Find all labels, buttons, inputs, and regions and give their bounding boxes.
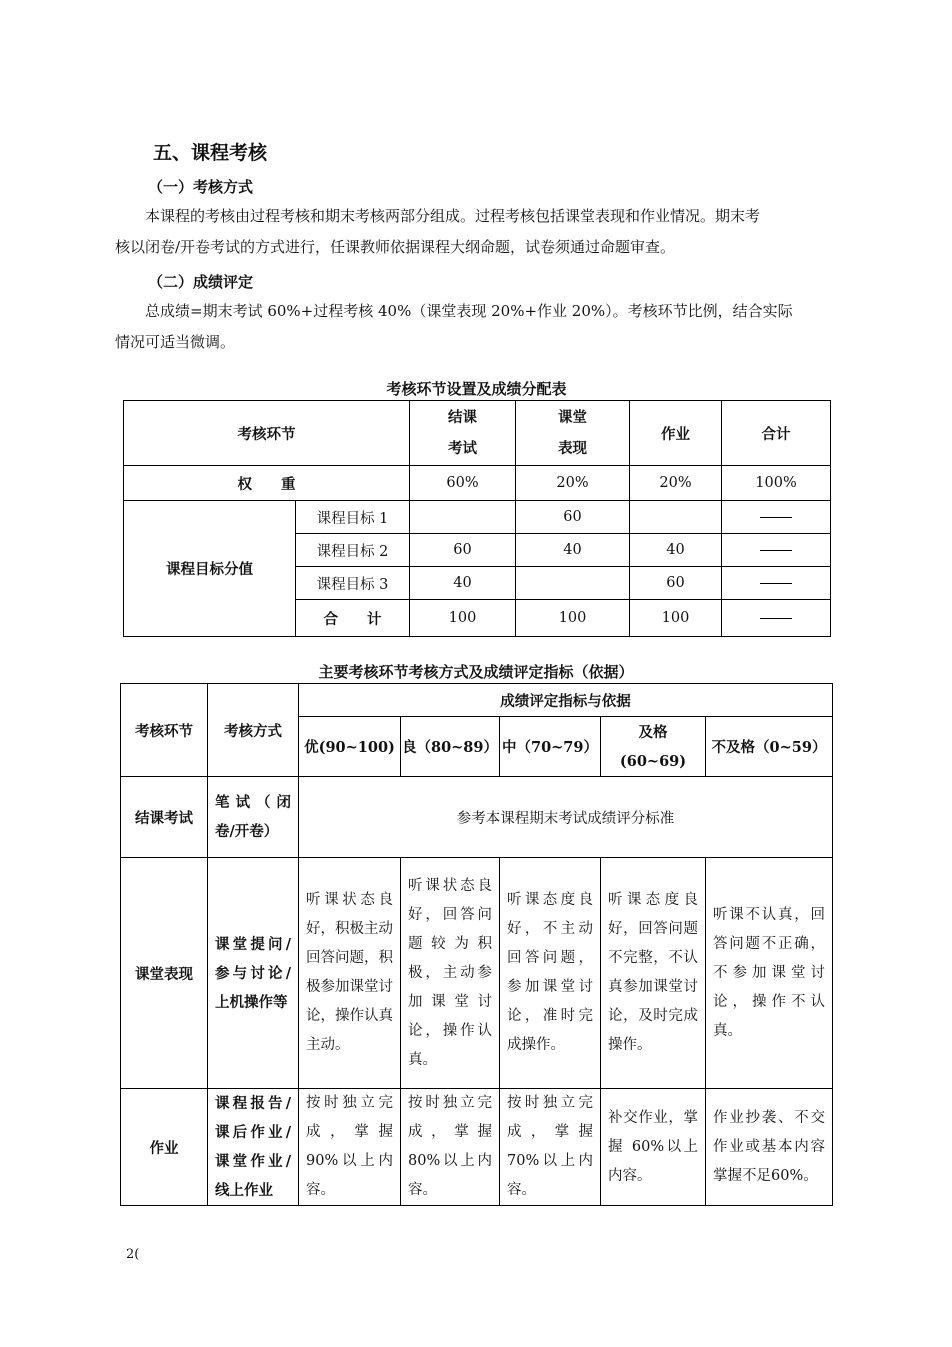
paragraph-line: 情况可适当微调。: [115, 333, 236, 351]
table-cell: 100: [630, 600, 722, 637]
table-header-row: [124, 401, 831, 466]
table-row: [121, 777, 833, 858]
row-label: 作业: [121, 1089, 208, 1206]
table-cell: 40: [630, 534, 722, 567]
table1-caption: 考核环节设置及成绩分配表: [386, 380, 567, 398]
section-title: 五、课程考核: [153, 142, 268, 164]
header-cell: 考核环节: [121, 684, 208, 777]
row-label: 课堂表现: [121, 858, 208, 1089]
table-cell: 课程目标 3: [296, 567, 410, 600]
dash-mark: [760, 517, 792, 518]
criteria-cell: 按时独立完成，掌握70%以上内容。: [500, 1089, 601, 1206]
dash-mark: [760, 583, 792, 584]
table-row: [124, 501, 831, 534]
dash-mark: [760, 618, 792, 619]
header-text: 课堂: [558, 409, 587, 426]
table-cell: 60: [516, 501, 630, 534]
header-cell: 作业: [630, 401, 722, 466]
paragraph-line: 总成绩=期末考试 60%+过程考核 40%（课堂表现 20%+作业 20%）。考核环节比例，结合实际: [145, 302, 793, 320]
row-group-label: 课程目标分值: [124, 501, 296, 637]
criteria-cell: 听课态度良好，不主动回答问题，参加课堂讨论，准时完成操作。: [500, 858, 601, 1089]
table-cell: 40: [516, 534, 630, 567]
dash-mark: [760, 550, 792, 551]
table-cell: [722, 534, 831, 567]
header-cell: 中（70~79）: [500, 717, 601, 777]
header-cell: 考核环节: [124, 401, 410, 466]
header-text: (60~69): [619, 752, 687, 770]
subsection-grading: （二）成绩评定: [148, 273, 254, 291]
header-cell: 成绩评定指标与依据: [299, 684, 833, 717]
table-cell: 100: [516, 600, 630, 637]
header-cell: [410, 401, 516, 466]
table-row: [121, 1089, 833, 1206]
table2-caption: 主要考核环节考核方式及成绩评定指标（依据）: [318, 663, 634, 681]
table-cell: 课程目标 1: [296, 501, 410, 534]
header-text: 考试: [448, 440, 477, 457]
header-text: 表现: [558, 440, 587, 457]
criteria-cell: 听课态度良好，回答问题不完整，不认真参加课堂讨论，及时完成操作。: [601, 858, 706, 1089]
weight-table: [123, 400, 831, 637]
table-cell: [722, 501, 831, 534]
table-cell: 20%: [630, 466, 722, 501]
criteria-cell: 听课状态良好，积极主动回答问题，积极参加课堂讨论，操作认真主动。: [299, 858, 401, 1089]
criteria-cell: 补交作业，掌握 60%以上内容。: [601, 1089, 706, 1206]
table-cell: 40: [410, 567, 516, 600]
criteria-cell: 听课状态良好，回答问题较为积极，主动参加课堂讨论，操作认真。: [401, 858, 500, 1089]
table-row: [124, 466, 831, 501]
criteria-table: [120, 683, 833, 1206]
table-cell: [410, 501, 516, 534]
header-cell: 良（80~89）: [401, 717, 500, 777]
table-header-row: [121, 684, 833, 717]
method-cell: 笔试（闭卷/开卷）: [208, 777, 299, 858]
table-cell: [630, 501, 722, 534]
table-cell: 60: [410, 534, 516, 567]
table-cell: [722, 567, 831, 600]
header-text: 及格: [638, 723, 668, 741]
header-cell: 优(90~100): [299, 717, 401, 777]
row-label: 权 重: [124, 466, 410, 501]
table-cell: 课程目标 2: [296, 534, 410, 567]
table-cell: 100: [410, 600, 516, 637]
table-cell: [722, 600, 831, 637]
header-cell: 不及格（0~59）: [706, 717, 833, 777]
table-cell: 60: [630, 567, 722, 600]
header-text: 结课: [448, 409, 477, 426]
table-cell: 20%: [516, 466, 630, 501]
method-cell: 课堂提问/参与讨论/上机操作等: [208, 858, 299, 1089]
method-cell: 课程报告/课后作业/课堂作业/线上作业: [208, 1089, 299, 1206]
row-label: 结课考试: [121, 777, 208, 858]
paragraph-line: 核以闭卷/开卷考试的方式进行，任课教师依据课程大纲命题，试卷须通过命题审查。: [115, 238, 676, 256]
header-cell: 合计: [722, 401, 831, 466]
paragraph-grading: [115, 296, 840, 358]
paragraph-assessment: [115, 201, 840, 263]
header-cell: [516, 401, 630, 466]
criteria-cell: 按时独立完成，掌握80%以上内容。: [401, 1089, 500, 1206]
table-row: [121, 858, 833, 1089]
row-label: 合 计: [296, 600, 410, 637]
criteria-cell: 作业抄袭、不交作业或基本内容掌握不足60%。: [706, 1089, 833, 1206]
header-cell: 考核方式: [208, 684, 299, 777]
criteria-cell: 按时独立完成，掌握90%以上内容。: [299, 1089, 401, 1206]
criteria-cell: 听课不认真，回答问题不正确，不参加课堂讨论，操作不认真。: [706, 858, 833, 1089]
subsection-assessment-method: （一）考核方式: [148, 178, 254, 196]
header-cell: [601, 717, 706, 777]
page-number: 2(: [126, 1247, 140, 1262]
table-cell: 60%: [410, 466, 516, 501]
paragraph-line: 本课程的考核由过程考核和期末考核两部分组成。过程考核包括课堂表现和作业情况。期末考: [145, 207, 761, 225]
merged-cell: 参考本课程期末考试成绩评分标准: [299, 777, 833, 858]
table-cell: [516, 567, 630, 600]
table-cell: 100%: [722, 466, 831, 501]
